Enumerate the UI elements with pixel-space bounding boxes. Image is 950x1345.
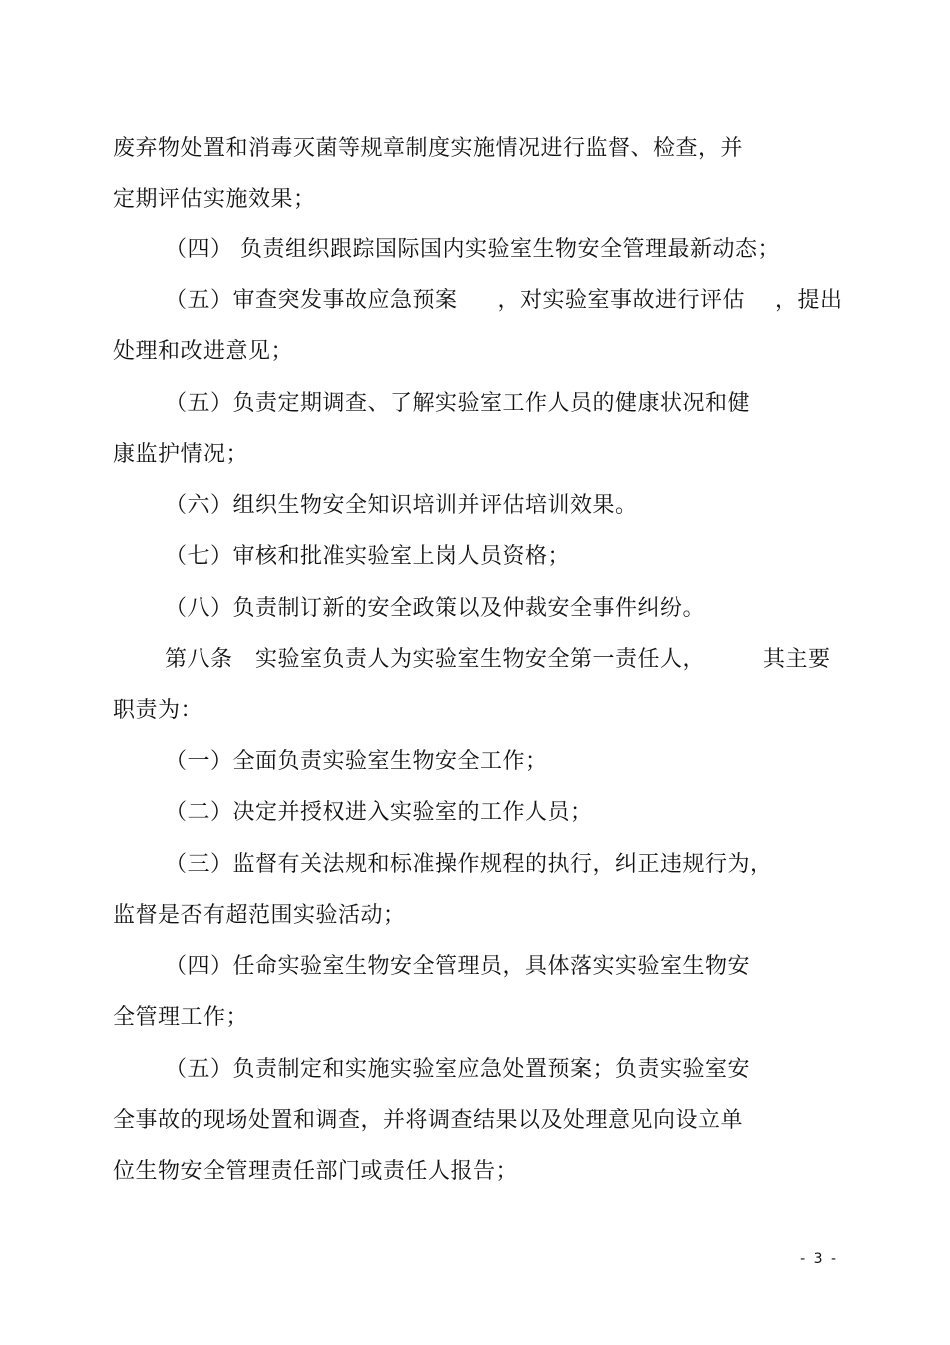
text-line: 废弃物处置和消毒灭菌等规章制度实施情况进行监督、检查，并 [113, 136, 744, 161]
text-line: （一）全面负责实验室生物安全工作； [165, 749, 548, 774]
text-line: （六）组织生物安全知识培训并评估培训效果。 [165, 493, 638, 518]
page-number: - 3 - [800, 1251, 838, 1267]
text-line: 定期评估实施效果； [113, 187, 316, 212]
text-line: 全事故的现场处置和调查，并将调查结果以及处理意见向设立单 [113, 1108, 744, 1133]
text-line: 职责为： [113, 698, 204, 723]
text-line: （五）负责制定和实施实验室应急处置预案；负责实验室安 [165, 1057, 751, 1082]
text-line: （八）负责制订新的安全政策以及仲裁安全事件纠纷。 [165, 596, 706, 621]
text-line: 处理和改进意见； [113, 339, 294, 364]
text-line: （四） 负责组织跟踪国际国内实验室生物安全管理最新动态； [165, 237, 780, 262]
text-line: （二）决定并授权进入实验室的工作人员； [165, 800, 593, 825]
text-line: 全管理工作； [113, 1005, 249, 1030]
text-line: 第八条 实验室负责人为实验室生物安全第一责任人， 其主要 [165, 647, 831, 672]
text-line: 位生物安全管理责任部门或责任人报告； [113, 1159, 519, 1184]
text-line: 康监护情况； [113, 442, 249, 467]
text-line: （五）审查突发事故应急预案 ，对实验室事故进行评估 ，提出 [165, 288, 843, 313]
text-line: （三）监督有关法规和标准操作规程的执行，纠正违规行为， [165, 852, 773, 877]
text-line: （五）负责定期调查、了解实验室工作人员的健康状况和健 [165, 391, 751, 416]
text-line: （七）审核和批准实验室上岗人员资格； [165, 544, 571, 569]
text-line: （四）任命实验室生物安全管理员，具体落实实验室生物安 [165, 954, 751, 979]
text-line: 监督是否有超范围实验活动； [113, 903, 406, 928]
